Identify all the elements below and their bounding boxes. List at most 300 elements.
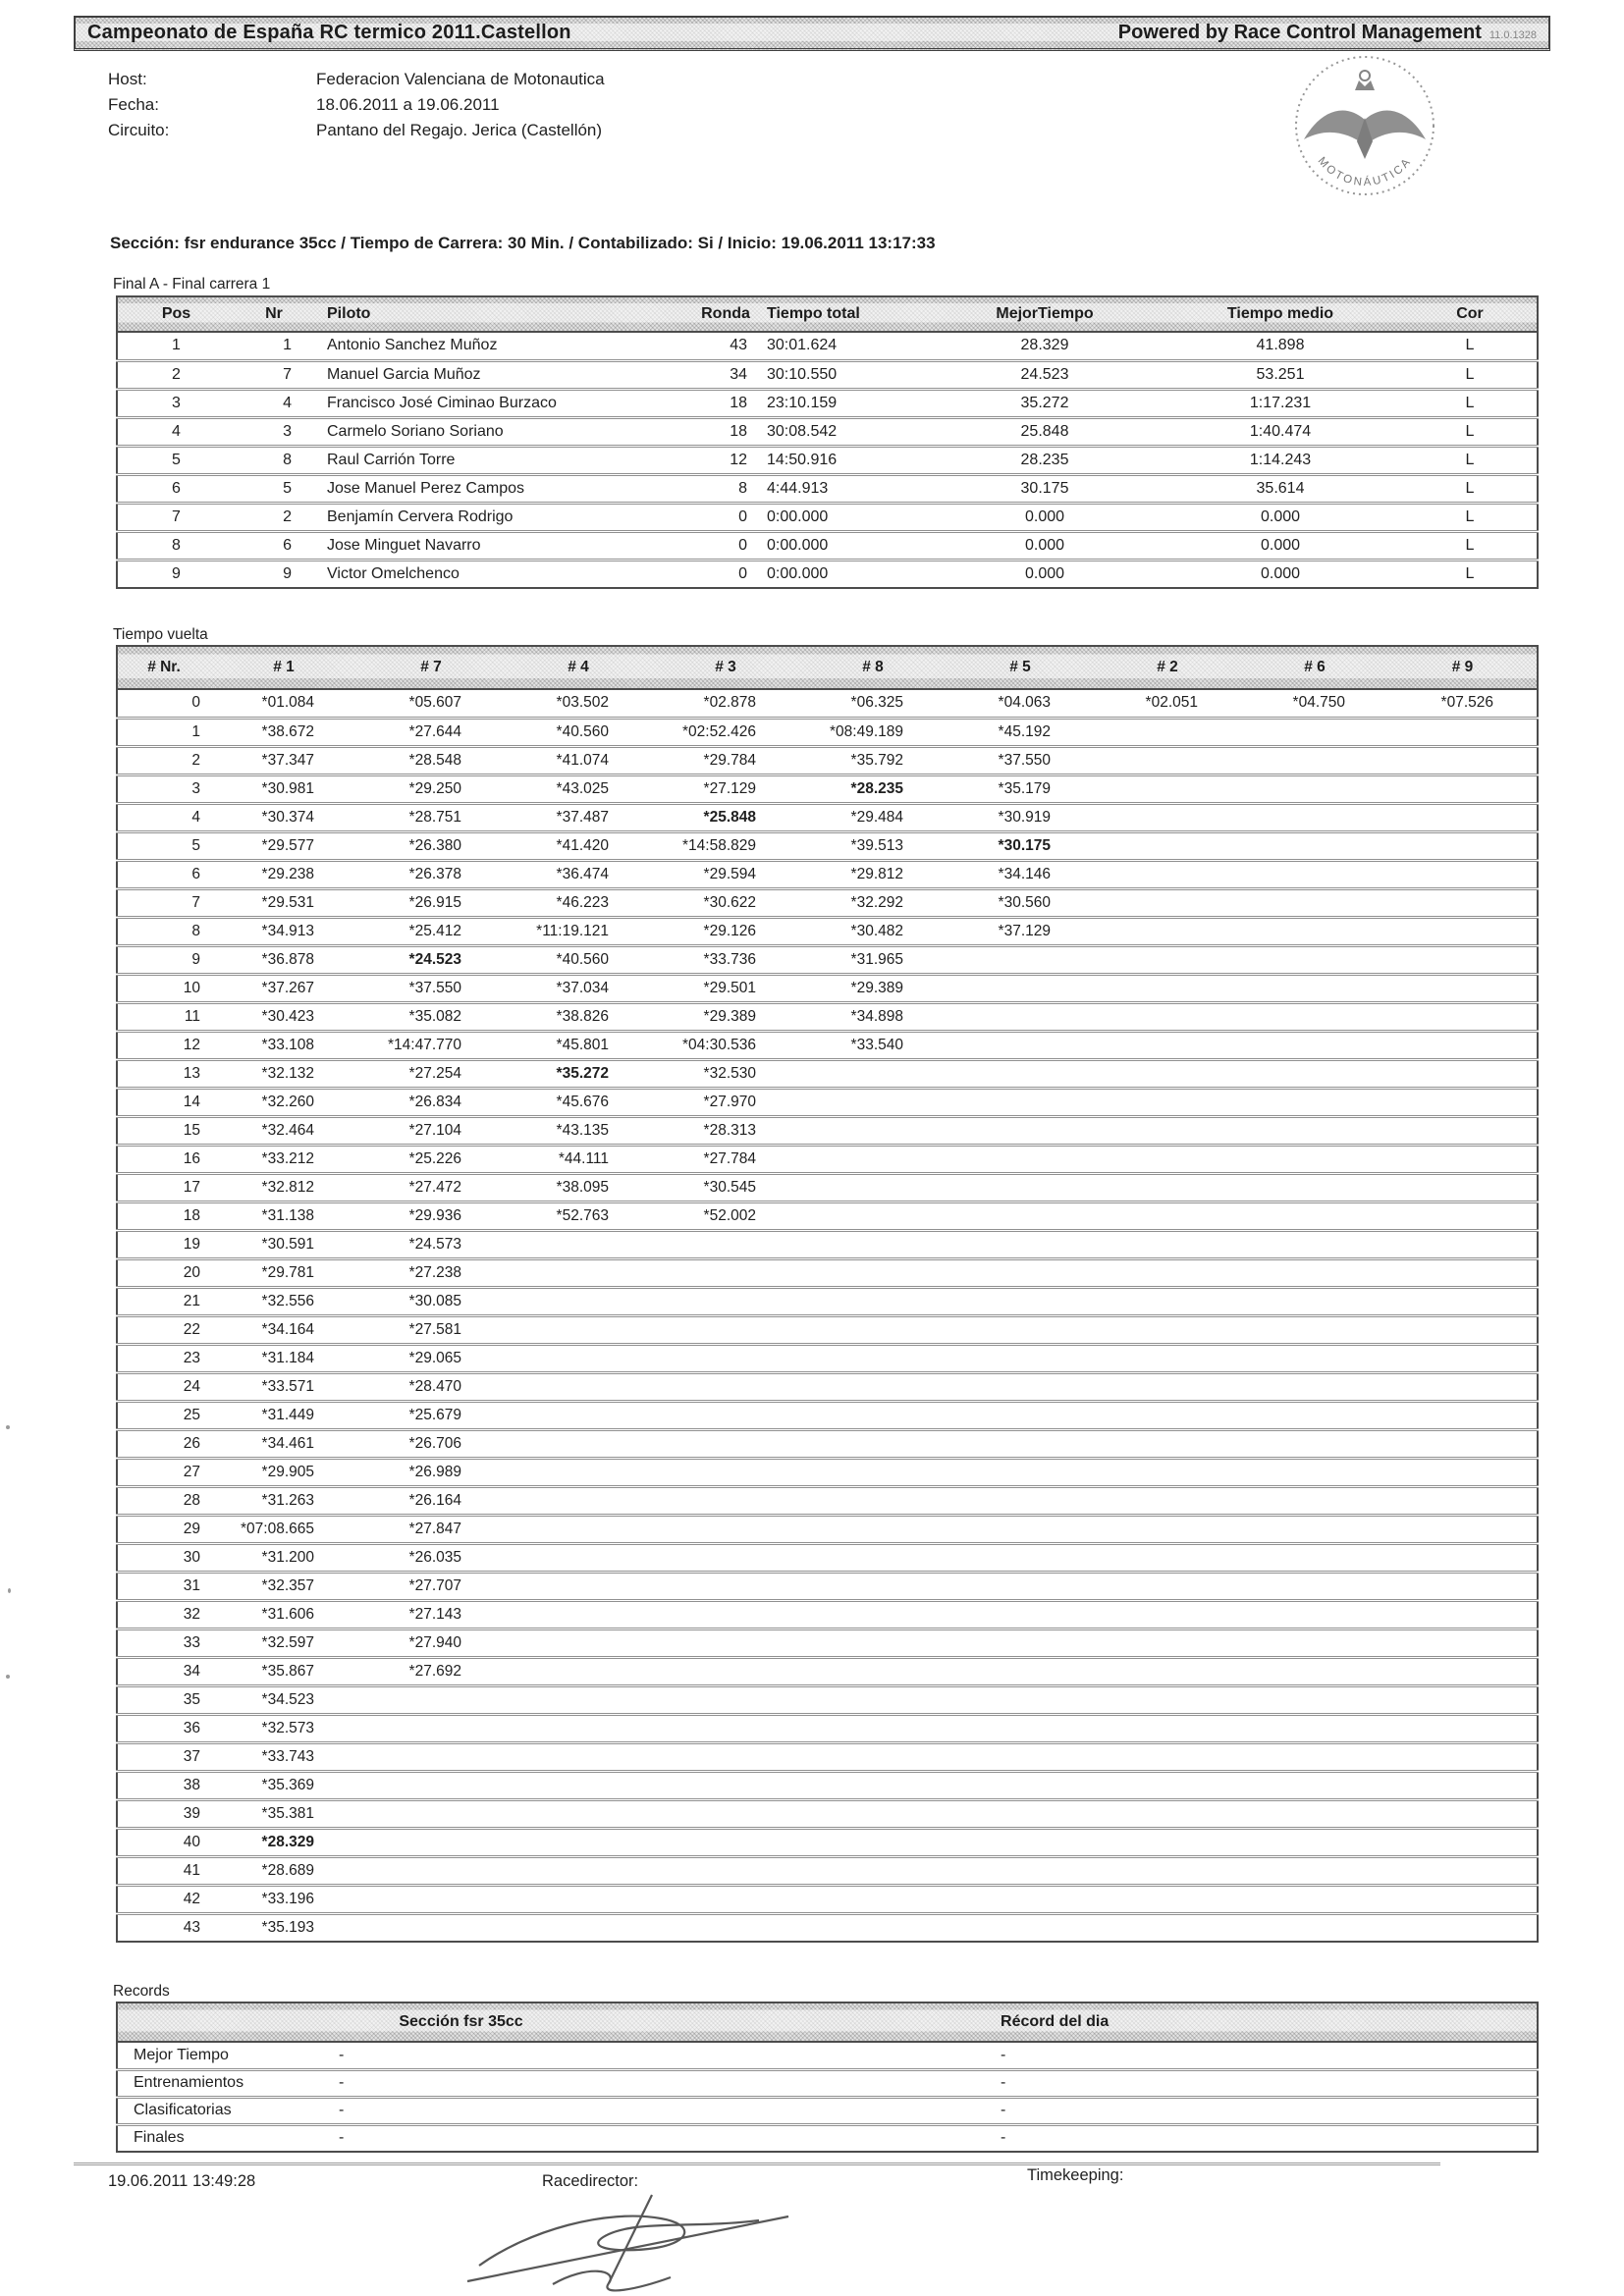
cell: *31.263 [261, 1491, 314, 1509]
cell: Clasificatorias [134, 2102, 232, 2118]
table-row [117, 945, 1538, 974]
cell [1388, 1429, 1538, 1458]
cell: 12 [730, 451, 747, 468]
table-row [117, 746, 1538, 774]
document-title: Campeonato de España RC termico 2011.Castellon [87, 22, 571, 43]
cell [1241, 1258, 1388, 1287]
cell: Benjamín Cervera Rodrigo [327, 507, 514, 525]
cell [1388, 1742, 1538, 1771]
cell: *32.260 [261, 1093, 314, 1110]
cell: Finales [134, 2129, 185, 2147]
cell: *27.692 [408, 1662, 461, 1680]
cell [799, 1401, 947, 1429]
cell: *25.848 [703, 808, 756, 826]
cell: *01.084 [261, 694, 314, 712]
cell: *29.389 [850, 979, 903, 996]
cell [1388, 1002, 1538, 1031]
cell [1094, 1771, 1241, 1799]
timekeeping-label: Timekeeping: [1027, 2166, 1124, 2184]
cell [1388, 860, 1538, 888]
cell [1241, 1145, 1388, 1173]
table-row [117, 888, 1538, 917]
cell: 25.848 [1020, 422, 1069, 440]
cell: *31.606 [261, 1605, 314, 1623]
cell [1241, 1913, 1388, 1942]
cell [1094, 1429, 1241, 1458]
cell [1241, 1173, 1388, 1201]
cell [1388, 1657, 1538, 1685]
cell: 4:44.913 [767, 479, 829, 497]
cell [652, 1515, 799, 1543]
cell: *30.560 [998, 893, 1051, 911]
cell [799, 1116, 947, 1145]
cell: 39 [183, 1804, 200, 1822]
cell: 5 [191, 836, 200, 854]
cell [947, 1429, 1094, 1458]
table-row [117, 1401, 1538, 1429]
column-header: Pos [161, 305, 191, 322]
cell: *52.763 [556, 1206, 609, 1224]
cell: 8 [283, 451, 292, 468]
table-row [117, 689, 1538, 718]
print-timestamp: 19.06.2011 13:49:28 [108, 2172, 256, 2190]
column-header: Tiempo medio [1226, 305, 1334, 322]
cell: *38.095 [556, 1178, 609, 1196]
cell [1094, 860, 1241, 888]
cell: *34.164 [261, 1320, 314, 1338]
column-header: # 2 [1157, 659, 1178, 675]
cell: *24.523 [408, 950, 461, 968]
cell: 3 [283, 422, 292, 440]
cell: *32.812 [261, 1178, 314, 1196]
cell [505, 1258, 652, 1287]
cell: 0.000 [1260, 564, 1301, 582]
cell: *31.965 [850, 950, 903, 968]
cell: *03.502 [556, 694, 609, 712]
cell: *14:58.829 [682, 836, 756, 854]
cell [1241, 1344, 1388, 1372]
fecha-label: Fecha: [108, 95, 159, 114]
cell: 0.000 [1024, 507, 1065, 525]
cell: *29.389 [703, 1007, 756, 1025]
cell [1241, 917, 1388, 945]
cell [799, 1372, 947, 1401]
cell: 1 [172, 337, 181, 354]
table-row [117, 531, 1538, 560]
cell: 37 [183, 1747, 200, 1765]
cell [947, 945, 1094, 974]
cell [1094, 1629, 1241, 1657]
cell: - [1001, 2046, 1006, 2063]
table-row [117, 1372, 1538, 1401]
cell: 22 [183, 1320, 200, 1338]
cell [947, 1685, 1094, 1714]
cell [1241, 1002, 1388, 1031]
cell: *26.380 [408, 836, 461, 854]
info-row-circuito [108, 118, 605, 143]
cell: *35.369 [261, 1776, 314, 1793]
cell: 9 [191, 950, 200, 968]
cell: *30.482 [850, 922, 903, 939]
cell: *44.111 [558, 1149, 609, 1167]
cell [1388, 1287, 1538, 1315]
cell [799, 1828, 947, 1856]
cell [799, 1771, 947, 1799]
cell: *37.267 [261, 979, 314, 996]
table-row [117, 2124, 1538, 2152]
cell [1388, 1828, 1538, 1856]
cell [1241, 1515, 1388, 1543]
cell: 24 [183, 1377, 200, 1395]
cell [947, 1629, 1094, 1657]
table-row [117, 332, 1538, 360]
table-row [117, 1201, 1538, 1230]
cell [1241, 774, 1388, 803]
cell: *37.550 [408, 979, 461, 996]
cell [1094, 1828, 1241, 1856]
cell [1094, 1116, 1241, 1145]
table-row [117, 389, 1538, 417]
table-row [117, 1145, 1538, 1173]
cell [652, 1230, 799, 1258]
cell: *35.082 [408, 1007, 461, 1025]
results-caption: Final A - Final carrera 1 [113, 276, 271, 293]
cell [799, 1913, 947, 1942]
table-row [117, 974, 1538, 1002]
cell: 0 [738, 536, 747, 554]
cell: *27.707 [408, 1576, 461, 1594]
cell: *02.878 [703, 694, 756, 712]
cell [1388, 1799, 1538, 1828]
cell [1241, 1685, 1388, 1714]
cell [799, 1657, 947, 1685]
cell: - [1001, 2102, 1006, 2118]
cell: 27 [183, 1463, 200, 1480]
table-row [117, 803, 1538, 831]
cell [1094, 1344, 1241, 1372]
cell [1241, 1742, 1388, 1771]
laps-caption: Tiempo vuelta [113, 626, 208, 643]
cell [1388, 1344, 1538, 1372]
cell [505, 1230, 652, 1258]
cell: 29 [183, 1520, 200, 1537]
cell [1388, 945, 1538, 974]
cell: 4 [191, 808, 200, 826]
cell: *30.981 [261, 779, 314, 797]
cell: L [1465, 394, 1475, 411]
cell: 0:00.000 [767, 564, 829, 582]
cell: *27.104 [408, 1121, 461, 1139]
cell: L [1465, 536, 1475, 554]
cell [947, 1031, 1094, 1059]
column-header: # 7 [420, 659, 442, 675]
cell: *37.550 [998, 751, 1051, 769]
table-row [117, 1771, 1538, 1799]
cell [799, 1856, 947, 1885]
cell: *29.577 [261, 836, 314, 854]
cell [799, 1201, 947, 1230]
cell: 32 [183, 1605, 200, 1623]
cell: *29.784 [703, 751, 756, 769]
cell: *37.034 [556, 979, 609, 996]
cell: *28.329 [261, 1833, 314, 1850]
cell: 16 [183, 1149, 200, 1167]
cell: 35.614 [1256, 479, 1305, 497]
cell [505, 1828, 652, 1856]
cell [947, 974, 1094, 1002]
cell [1241, 1372, 1388, 1401]
cell [1241, 860, 1388, 888]
cell: 53.251 [1256, 365, 1305, 383]
cell [652, 1742, 799, 1771]
cell: 30.175 [1020, 479, 1069, 497]
cell: 5 [283, 479, 292, 497]
cell: - [1001, 2129, 1006, 2147]
cell: *07.526 [1440, 694, 1493, 712]
scan-artifact [8, 1588, 11, 1593]
cell: *29.812 [850, 865, 903, 882]
cell: *11:19.121 [536, 922, 609, 939]
cell [1094, 1401, 1241, 1429]
cell [505, 1885, 652, 1913]
cell: Entrenamientos [134, 2074, 244, 2091]
cell [947, 1173, 1094, 1201]
cell [505, 1600, 652, 1629]
cell: *06.325 [850, 694, 903, 712]
cell: *33.108 [261, 1036, 314, 1053]
cell [947, 1458, 1094, 1486]
cell [947, 1771, 1094, 1799]
cell: 42 [183, 1890, 200, 1907]
cell [1388, 1543, 1538, 1572]
cell: 14 [183, 1093, 200, 1110]
cell [505, 1315, 652, 1344]
cell: *43.135 [556, 1121, 609, 1139]
cell [652, 1315, 799, 1344]
cell: 25 [183, 1406, 200, 1423]
cell [1241, 1799, 1388, 1828]
cell [1388, 1230, 1538, 1258]
table-row [117, 1828, 1538, 1856]
cell: *35.867 [261, 1662, 314, 1680]
table-row [117, 446, 1538, 474]
cell [799, 1515, 947, 1543]
cell [1094, 974, 1241, 1002]
cell [1094, 1486, 1241, 1515]
cell: - [339, 2129, 345, 2147]
column-header-seccion: Sección fsr 35cc [399, 2013, 523, 2030]
footer-divider [74, 2163, 1440, 2165]
cell: 4 [172, 422, 181, 440]
cell: 24.523 [1020, 365, 1069, 383]
cell [1388, 718, 1538, 746]
table-row [117, 1088, 1538, 1116]
cell [947, 1230, 1094, 1258]
cell: 38 [183, 1776, 200, 1793]
cell [799, 1486, 947, 1515]
cell: 3 [172, 394, 181, 411]
cell [799, 1173, 947, 1201]
cell [505, 1685, 652, 1714]
cell [1094, 1572, 1241, 1600]
cell [799, 1059, 947, 1088]
cell [652, 1372, 799, 1401]
cell [1388, 917, 1538, 945]
cell: *32.597 [261, 1633, 314, 1651]
cell [1094, 774, 1241, 803]
cell: 33 [183, 1633, 200, 1651]
cell [652, 1828, 799, 1856]
table-row [117, 1344, 1538, 1372]
stamp-text: MOTONÁUTICA [1315, 155, 1415, 189]
cell [357, 1771, 505, 1799]
cell: *34.146 [998, 865, 1051, 882]
cell [505, 1372, 652, 1401]
cell: *29.501 [703, 979, 756, 996]
cell [1388, 1885, 1538, 1913]
cell [1388, 974, 1538, 1002]
cell [357, 1685, 505, 1714]
powered-by [1118, 22, 1537, 44]
cell [357, 1742, 505, 1771]
cell [947, 1287, 1094, 1315]
cell: 43 [730, 337, 747, 354]
cell: *30.622 [703, 893, 756, 911]
cell: *31.449 [261, 1406, 314, 1423]
cell: 30:01.624 [767, 337, 838, 354]
table-row [117, 1258, 1538, 1287]
cell: *07:08.665 [241, 1520, 314, 1537]
cell [947, 1258, 1094, 1287]
cell [1388, 1031, 1538, 1059]
cell: L [1465, 451, 1475, 468]
table-row [117, 1515, 1538, 1543]
cell [1388, 1173, 1538, 1201]
table-row [117, 718, 1538, 746]
cell: 8 [738, 479, 747, 497]
cell: *31.184 [261, 1349, 314, 1366]
cell [1094, 1657, 1241, 1685]
header-row [117, 2002, 1538, 2042]
cell [652, 1600, 799, 1629]
event-info [108, 67, 605, 143]
cell [1094, 1913, 1241, 1942]
cell: 6 [283, 536, 292, 554]
column-header: Piloto [327, 305, 371, 322]
cell [1388, 1201, 1538, 1230]
cell [1241, 1543, 1388, 1572]
cell: *35.272 [556, 1064, 609, 1082]
column-header: # 8 [862, 659, 884, 675]
cell: 40 [183, 1833, 200, 1850]
cell: *33.571 [261, 1377, 314, 1395]
cell [947, 1657, 1094, 1685]
cell: *34.523 [261, 1690, 314, 1708]
cell: *30.545 [703, 1178, 756, 1196]
cell [652, 1572, 799, 1600]
records-table [116, 2002, 1539, 2153]
cell: 0.000 [1024, 536, 1065, 554]
cell [652, 1685, 799, 1714]
cell [947, 1543, 1094, 1572]
cell: *04.063 [998, 694, 1051, 712]
column-header: # 4 [568, 659, 589, 675]
host-label: Host: [108, 70, 147, 88]
cell: *27.784 [703, 1149, 756, 1167]
cell [947, 1116, 1094, 1145]
cell: *30.175 [998, 836, 1051, 854]
cell [1388, 1913, 1538, 1942]
column-header: Ronda [701, 305, 750, 322]
cell: 6 [191, 865, 200, 882]
cell: *45.801 [556, 1036, 609, 1053]
cell [1241, 1828, 1388, 1856]
cell: *37.487 [556, 808, 609, 826]
cell: 9 [172, 564, 181, 582]
column-header: Tiempo total [767, 305, 860, 322]
table-row [117, 1657, 1538, 1685]
cell: 7 [172, 507, 181, 525]
cell [799, 1344, 947, 1372]
cell: *31.138 [261, 1206, 314, 1224]
cell: 43 [183, 1918, 200, 1936]
cell: *29.905 [261, 1463, 314, 1480]
cell: 19 [183, 1235, 200, 1253]
cell [505, 1771, 652, 1799]
cell [947, 1828, 1094, 1856]
cell [652, 1629, 799, 1657]
cell [1388, 1572, 1538, 1600]
table-row [117, 1714, 1538, 1742]
cell [799, 1287, 947, 1315]
cell [1241, 1714, 1388, 1742]
cell [1094, 718, 1241, 746]
cell [1241, 974, 1388, 1002]
table-row [117, 1230, 1538, 1258]
table-row [117, 1173, 1538, 1201]
cell: 23:10.159 [767, 394, 838, 411]
cell [1241, 945, 1388, 974]
cell: Manuel Garcia Muñoz [327, 365, 481, 383]
cell [1094, 1287, 1241, 1315]
host-value: Federacion Valenciana de Motonautica [316, 70, 605, 88]
table-row [117, 1913, 1538, 1942]
cell: 0 [191, 694, 200, 712]
cell [652, 1486, 799, 1515]
table-row [117, 417, 1538, 446]
cell [799, 1429, 947, 1458]
cell [1241, 1088, 1388, 1116]
cell: 1:17.231 [1249, 394, 1312, 411]
cell: - [339, 2046, 345, 2063]
cell [652, 1344, 799, 1372]
cell [505, 1657, 652, 1685]
cell [1241, 1771, 1388, 1799]
cell: *40.560 [556, 722, 609, 740]
cell [1388, 1088, 1538, 1116]
cell [947, 1799, 1094, 1828]
cell [1388, 1401, 1538, 1429]
table-row [117, 2097, 1538, 2124]
cell [799, 1572, 947, 1600]
cell [1388, 1315, 1538, 1344]
cell: *29.065 [408, 1349, 461, 1366]
cell: *33.540 [850, 1036, 903, 1053]
cell: L [1465, 507, 1475, 525]
cell [1241, 1657, 1388, 1685]
table-row [117, 1486, 1538, 1515]
cell [799, 1315, 947, 1344]
